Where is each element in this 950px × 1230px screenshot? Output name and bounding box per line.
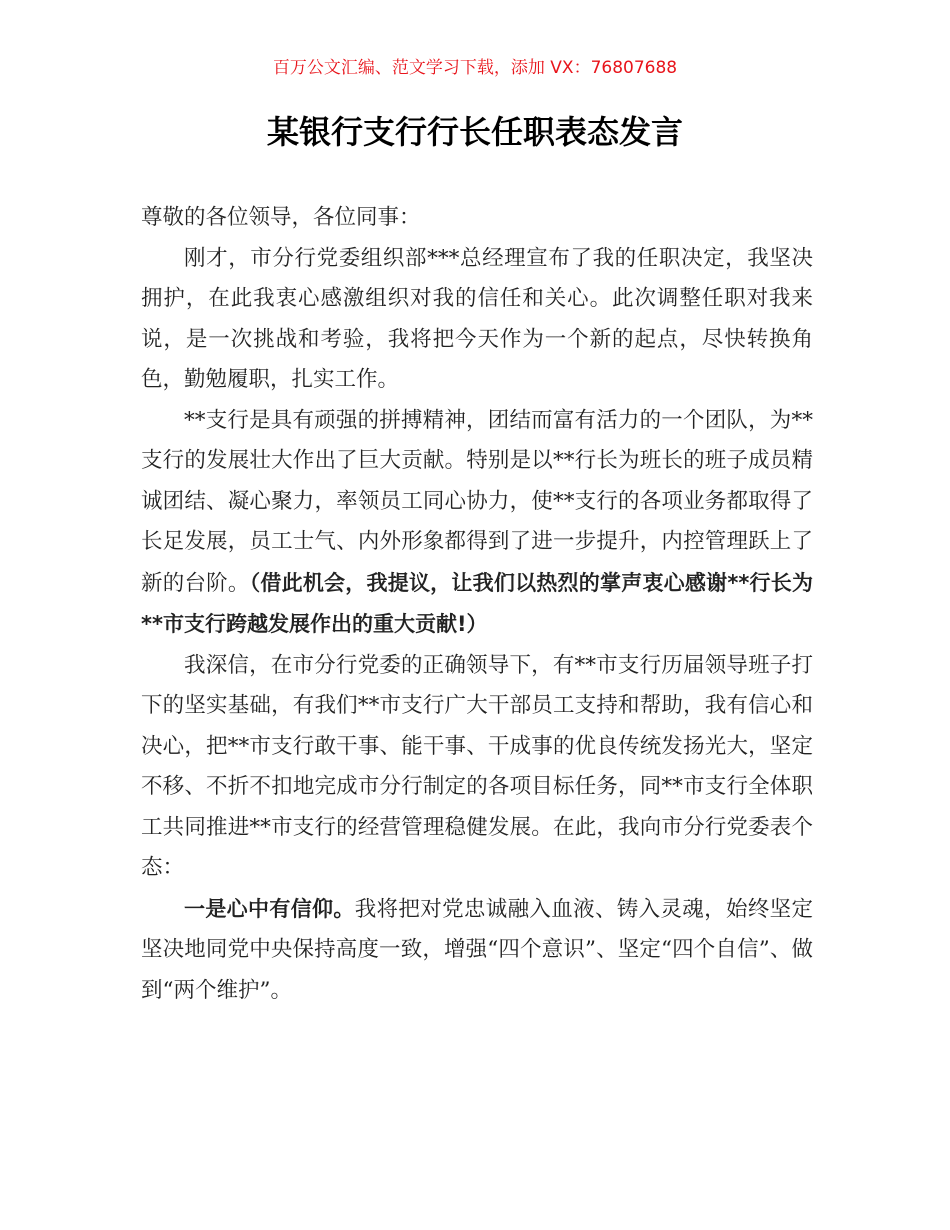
- paragraph-1: 刚才，市分行党委组织部***总经理宣布了我的任职决定，我坚决拥护，在此我衷心感激组织对我的信任和关心。此次调整任职对我来说，是一次挑战和考验，我将把今天作为一个新的起点，尽快转换角色，勤勉履职，扎实工作。: [141, 245, 813, 392]
- document-title: 某银行支行行长任职表态发言: [266, 113, 683, 151]
- salutation: 尊敬的各位领导，各位同事：: [141, 205, 421, 230]
- paragraph-2-bold-note: （借此机会，我提议，让我们以热烈的掌声衷心感谢**行长为**市支行跨越发展作出的重大贡献!）: [141, 570, 813, 636]
- paragraph-4: [141, 889, 813, 1012]
- paragraph-3: 我深信，在市分行党委的正确领导下，有**市支行历届领导班子打下的坚实基础，有我们**市支行广大干部员工支持和帮助，我有信心和决心，把**市支行敢干事、能干事、干成事的优良传统发扬光大，坚定不移、不折不扣地完成市分行制定的各项目标任务，同**市支行全体职工共同推进**市支行的经营管理稳健发展。在此，我向市分行党委表个态：: [141, 652, 813, 880]
- document-body: [141, 198, 813, 1011]
- header-banner: 百万公文汇编、范文学习下载，添加 VX：76807688: [272, 58, 678, 78]
- paragraph-4-lead: 一是心中有信仰。: [184, 896, 355, 921]
- paragraph-4-text: 我将把对党忠诚融入血液、铸入灵魂，始终坚定坚决地同党中央保持高度一致，增强“四个意识”、坚定“四个自信”、做到“两个维护”。: [141, 896, 813, 1003]
- paragraph-2: [141, 401, 813, 646]
- paragraph-2-text: **支行是具有顽强的拼搏精神，团结而富有活力的一个团队，为**支行的发展壮大作出了巨大贡献。特别是以**行长为班长的班子成员精诚团结、凝心聚力，率领员工同心协力，使**支行的各项业务都取得了长足发展，员工士气、内外形象都得到了进一步提升，内控管理跃上了新的台阶。: [141, 407, 813, 596]
